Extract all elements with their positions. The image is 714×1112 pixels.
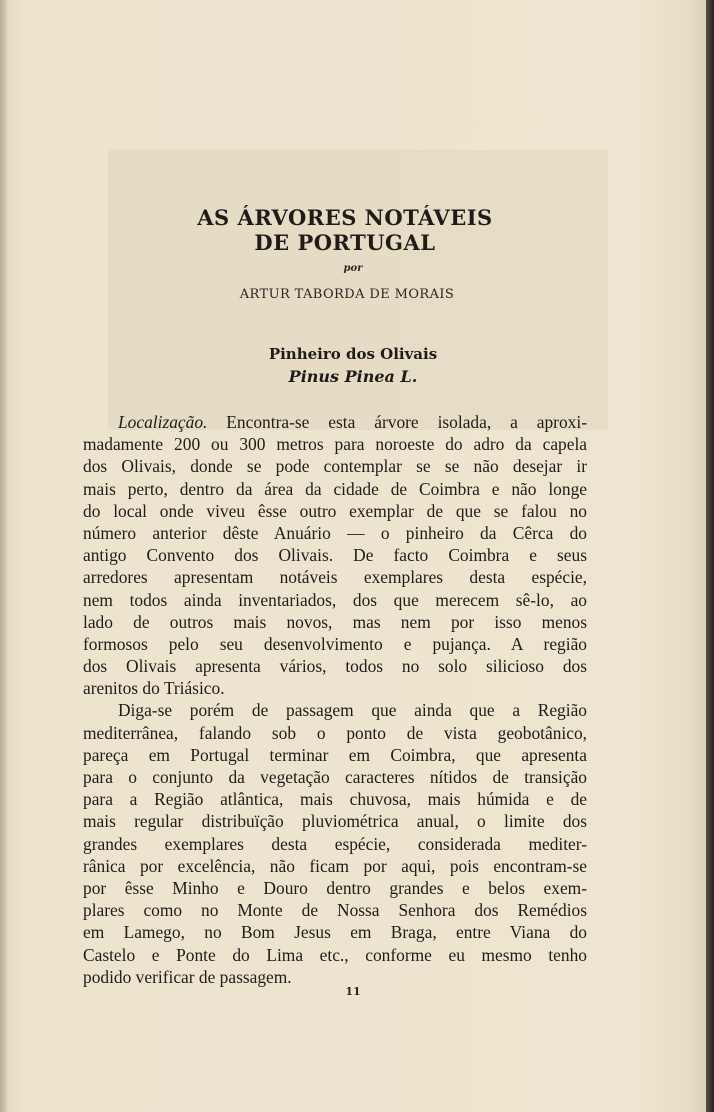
author-name: ARTUR TABORDA DE MORAIS	[239, 287, 455, 302]
paragraph-2-line: Diga-se porém de passagem que ainda que a Região	[118, 700, 587, 721]
paragraph-2-line: para o conjunto da vegetação caracteres nítidos de transição	[83, 767, 587, 787]
paragraph-1-line: dos Olivais, donde se pode contemplar se se não desejar ir	[83, 456, 587, 477]
paragraph-1-line: arenitos do Triásico.	[83, 678, 225, 699]
paragraph-2-line: mais regular distribuïção pluviométrica anual, o limite dos	[83, 811, 587, 832]
section-scientific-name: Pinus Pinea L.	[288, 367, 418, 386]
paragraph-1-line: mais perto, dentro da área da cidade de Coimbra e não longe	[83, 478, 587, 499]
paragraph-2-line: rânica por excelência, não ficam por aqui, pois encontram-se	[83, 855, 587, 876]
paragraph-2-line: mediterrânea, falando sob o ponto de vista geobotânico,	[83, 722, 587, 743]
paragraph-1-line: lado de outros mais novos, mas nem por isso menos	[83, 611, 587, 632]
byline-por: por	[343, 263, 363, 274]
page-number: 11	[345, 985, 361, 998]
paragraph-1-line: do local onde viveu êsse outro exemplar de que se falou no	[83, 500, 587, 521]
paragraph-1-line: madamente 200 ou 300 metros para noroeste do adro da capela	[83, 434, 587, 455]
adjacent-page-edge	[706, 0, 714, 1112]
paragraph-lead: Localização.	[118, 412, 208, 432]
paragraph-1-line: número anterior dêste Anuário — o pinheiro da Cêrca do	[83, 522, 587, 543]
paragraph-1-line: nem todos ainda inventariados, dos que merecem sê-lo, ao	[83, 589, 587, 610]
paragraph-1-line: arredores apresentam notáveis exemplares desta espécie,	[83, 567, 587, 588]
paragraph-1-line	[83, 411, 587, 433]
article-title-line-1: AS ÁRVORES NOTÁVEIS	[197, 205, 493, 230]
article-body	[83, 411, 587, 988]
paragraph-1-line: formosos pelo seu desenvolvimento e pujança. A região	[83, 633, 587, 654]
paragraph-2-line: plares como no Monte de Nossa Senhora dos Remédios	[83, 900, 587, 921]
page-binding-edge	[0, 0, 7, 1112]
paragraph-2-line: por êsse Minho e Douro dentro grandes e belos exem-	[83, 877, 587, 898]
paragraph-1	[83, 411, 587, 699]
paragraph-2-line: podido verificar de passagem.	[83, 966, 292, 987]
paragraph-2-line: Castelo e Ponte do Lima etc., conforme eu mesmo tenho	[83, 944, 587, 965]
paragraph-2-line: em Lamego, no Bom Jesus em Braga, entre Viana do	[83, 922, 587, 943]
paragraph-1-line: dos Olivais apresenta vários, todos no solo silicioso dos	[83, 656, 587, 677]
paragraph-2	[83, 699, 587, 987]
section-common-name: Pinheiro dos Olivais	[268, 345, 438, 363]
paragraph-2-line: grandes exemplares desta espécie, considerada mediter-	[83, 833, 587, 854]
paragraph-1-line: antigo Convento dos Olivais. De facto Coimbra e seus	[83, 545, 587, 566]
article-title-line-2: DE PORTUGAL	[254, 230, 436, 255]
paragraph-2-line: pareça em Portugal terminar em Coimbra, que apresenta	[83, 744, 587, 765]
paragraph-2-line: para a Região atlântica, mais chuvosa, mais húmida e de	[83, 789, 587, 810]
paragraph-1-line-text: Encontra-se esta árvore isolada, a aproxi-	[207, 412, 587, 432]
